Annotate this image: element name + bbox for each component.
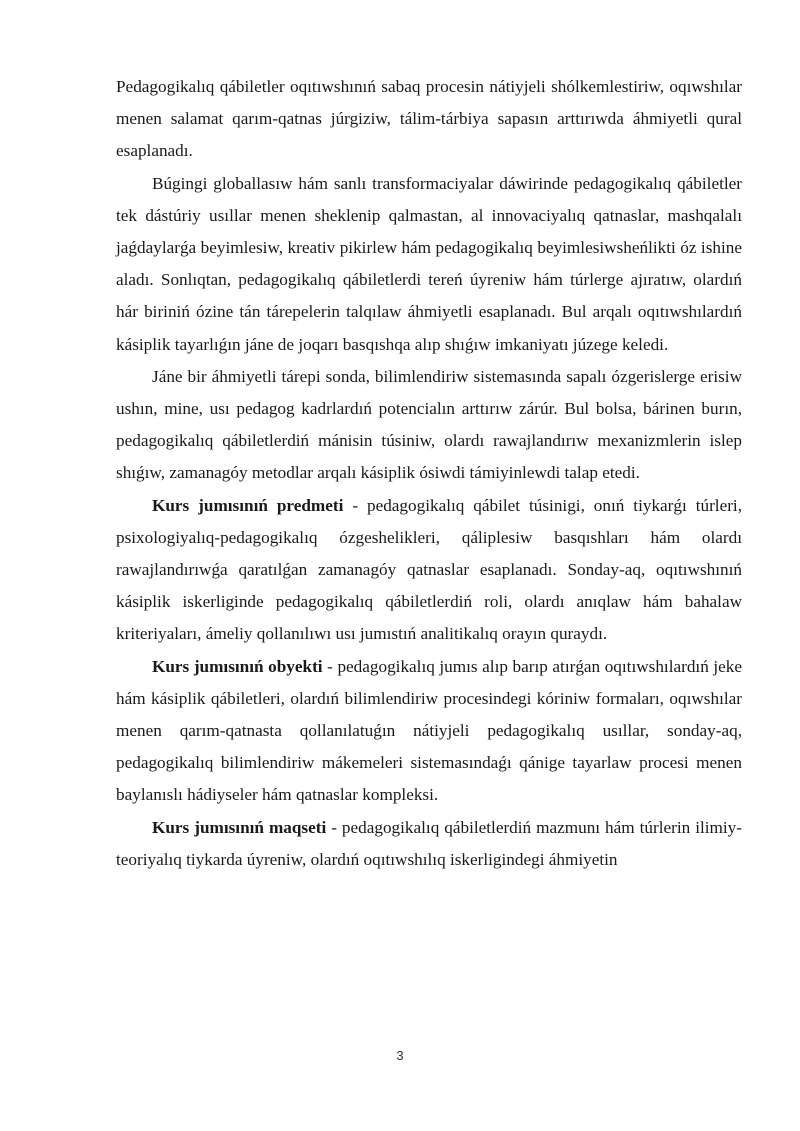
paragraph-lead-goal: Kurs jumısınıń maqseti [152,817,327,837]
paragraph-subject [116,490,742,651]
paragraph-goal [116,812,742,876]
paragraph-lead-subject: Kurs jumısınıń predmeti [152,495,344,515]
paragraph-intro [116,71,742,168]
paragraph-text: Jáne bir áhmiyetli tárepi sonda, bilimlendiriw sistemasında sapalı ózgerislerge erisiw ushın, mine, usı pedagog kadrlardıń potencialın arttırıw zárúr. Bul bolsa, bárinen burın, pedagogikalıq qábiletlerdiń mánisin túsiniw, olardı rawajlandırıw mexanizmlerin islep shıǵıw, zamanagóy metodlar arqalı kásiplik ósiwdi támiyinlewdi talap etedi. [116,366,742,483]
paragraph-text: - pedagogikalıq qábilet túsinigi, onıń tiykarǵı túrleri, psixologiyalıq-pedagogikalıq ózgeshelikleri, qáliplesiw basqıshları hám olardı rawajlandırıwǵa qaratılǵan zamanagóy qatnaslar esaplanadı. Sonday-aq, oqıtıwshınıń kásiplik iskerliginde pedagogikalıq qábiletlerdiń roli, olardı anıqlaw hám bahalaw kriteriyaları, ámeliy qollanılıwı usı jumıstıń analitikalıq orayın quraydı. [116,495,742,644]
document-body [116,71,742,876]
paragraph-globalization [116,168,742,361]
page-number: 3 [396,1048,404,1063]
paragraph-text: - pedagogikalıq qábiletlerdiń mazmunı hám túrlerin ilimiy-teoriyalıq tiykarda úyreniw, olardıń oqıtıwshılıq iskerligindegi áhmiyetin [116,817,742,869]
paragraph-text: - pedagogikalıq jumıs alıp barıp atırǵan oqıtıwshılardıń jeke hám kásiplik qábiletleri, olardıń bilimlendiriw procesindegi kóriniw formaları, oqıwshılar menen qarım-qatnasta qollanılatuǵın nátiyjeli pedagogikalıq usıllar, sonday-aq, pedagogikalıq bilimlendiriw mákemeleri sistemasındaǵı qánige tayarlaw procesi menen baylanıslı hádiyseler hám qatnaslar kompleksi. [116,656,742,805]
paragraph-lead-object: Kurs jumısınıń obyekti [152,656,323,676]
paragraph-education-system [116,361,742,490]
paragraph-text: Pedagogikalıq qábiletler oqıtıwshınıń sabaq procesin nátiyjeli shólkemlestiriw, oqıwshılar menen salamat qarım-qatnas júrgiziw, tálim-tárbiya sapasın arttırıwda áhmiyetli qural esaplanadı. [116,77,742,161]
paragraph-text: Búgingi globallasıw hám sanlı transformaciyalar dáwirinde pedagogikalıq qábiletler tek dástúriy usıllar menen sheklenip qalmastan, al innovaciyalıq qatnaslar, mashqalalı jaǵdaylarǵa beyimlesiw, kreativ pikirlew hám pedagogikalıq beyimlesiwsheńlikti óz ishine aladı. Sonlıqtan, pedagogikalıq qábiletlerdi tereń úyreniw hám túrlerge ajıratıw, olardıń hár biriniń ózine tán tárepelerin talqılaw áhmiyetli esaplanadı. Bul arqalı oqıtıwshılardıń kásiplik tayarlıǵın jáne de joqarı basqıshqa alıp shıǵıw imkaniyatı júzege keledi. [116,173,742,354]
paragraph-object [116,651,742,812]
